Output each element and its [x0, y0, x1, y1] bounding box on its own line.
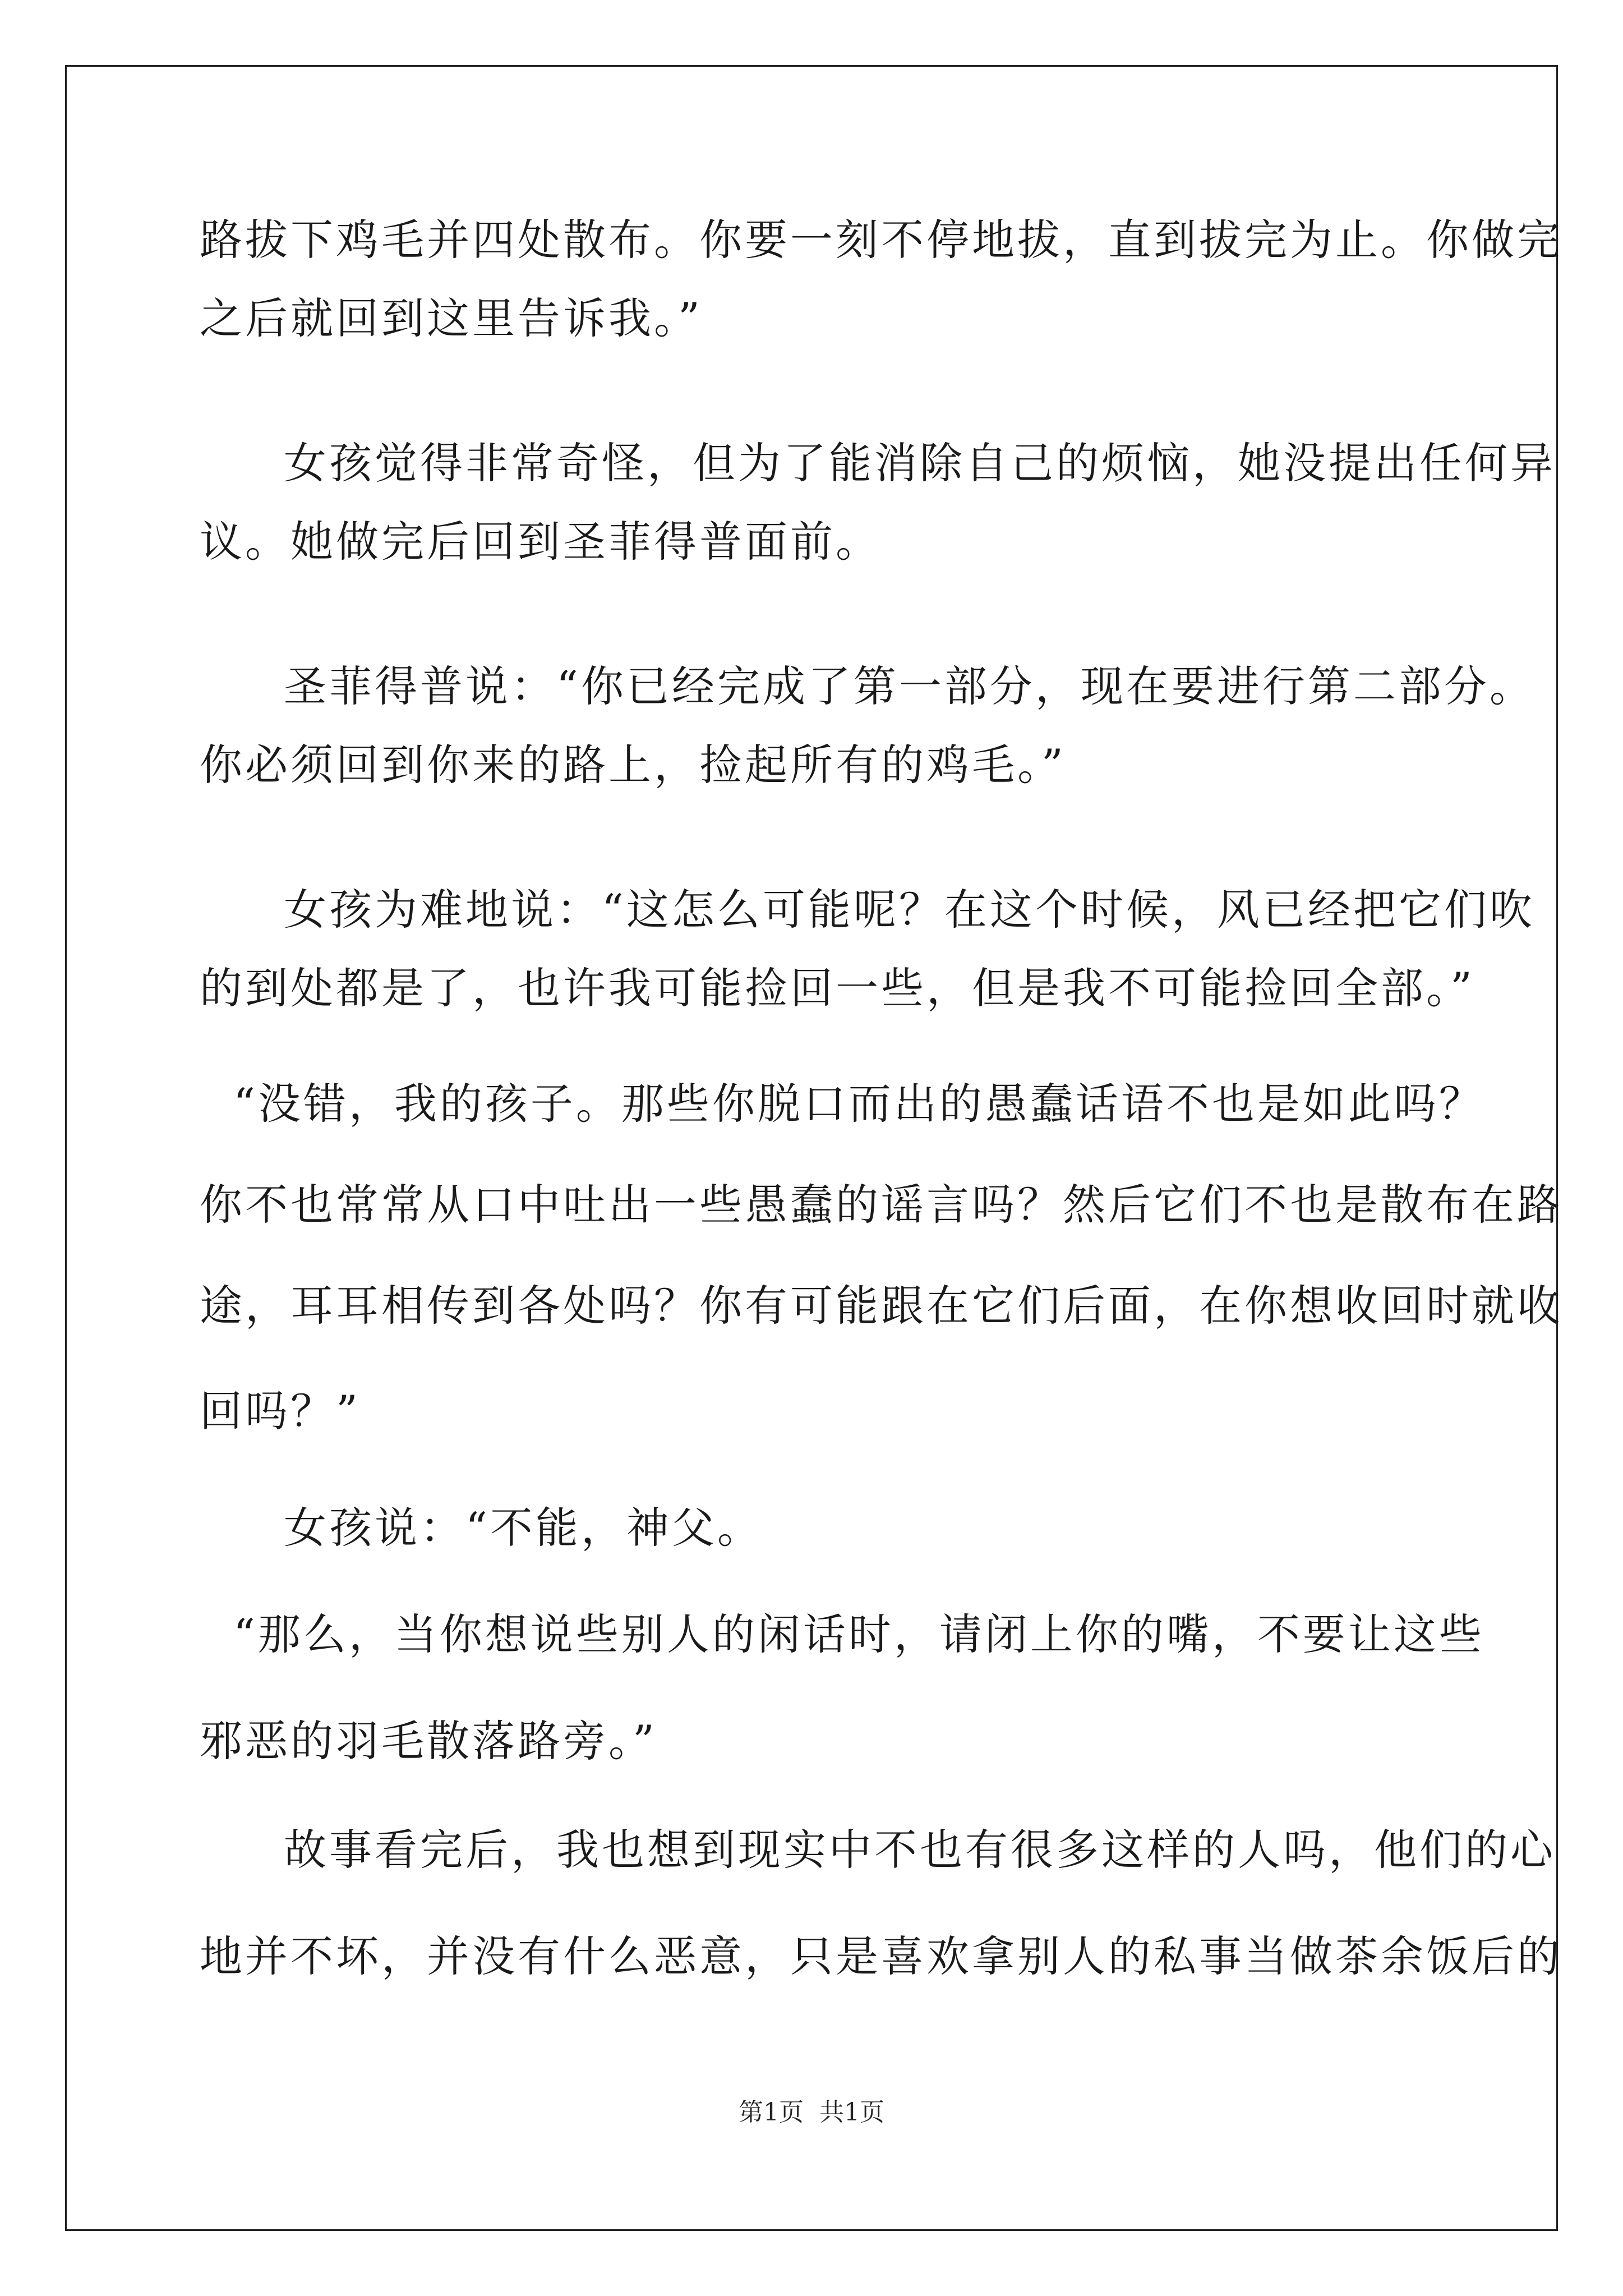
page-border [65, 65, 1558, 2231]
text-line: 回吗？” [200, 1386, 361, 1436]
text-line: 女孩说：“不能，神父。 [284, 1503, 763, 1553]
text-line: 女孩觉得非常奇怪，但为了能消除自己的烦恼，她没提出任何异 [284, 438, 1556, 488]
text-line: 邪恶的羽毛散落路旁。” [200, 1716, 657, 1766]
text-line: “那么，当你想说些别人的闲话时，请闭上你的嘴，不要让这些 [233, 1609, 1484, 1659]
text-line: 议。她做完后回到圣菲得普面前。 [200, 517, 881, 567]
page-number: 第1页 [739, 2098, 804, 2127]
text-line: 地并不坏，并没有什么恶意，只是喜欢拿别人的私事当做茶余饭后的 [200, 1931, 1562, 1981]
text-line: 的到处都是了，也许我可能捡回一些，但是我不可能捡回全部。” [200, 963, 1475, 1013]
text-line: 途，耳耳相传到各处吗？你有可能跟在它们后面，在你想收回时就收 [200, 1281, 1562, 1331]
text-line: 你不也常常从口中吐出一些愚蠢的谣言吗？然后它们不也是散布在路 [200, 1180, 1562, 1230]
text-line: 圣菲得普说：“你已经完成了第一部分，现在要进行第二部分。 [284, 661, 1535, 711]
text-line: “没错，我的孩子。那些你脱口而出的愚蠢话语不也是如此吗？ [233, 1079, 1484, 1129]
text-line: 女孩为难地说：“这怎么可能呢？在这个时候，风已经把它们吹 [284, 885, 1535, 935]
text-line: 你必须回到你来的路上，捡起所有的鸡毛。” [200, 740, 1066, 790]
page-total: 共1页 [819, 2098, 884, 2127]
text-line: 路拔下鸡毛并四处散布。你要一刻不停地拔，直到拔完为止。你做完 [200, 215, 1562, 265]
text-line: 故事看完后，我也想到现实中不也有很多这样的人吗，他们的心 [284, 1825, 1556, 1875]
text-line: 之后就回到这里告诉我。” [200, 293, 703, 343]
page-footer [0, 2096, 1623, 2129]
